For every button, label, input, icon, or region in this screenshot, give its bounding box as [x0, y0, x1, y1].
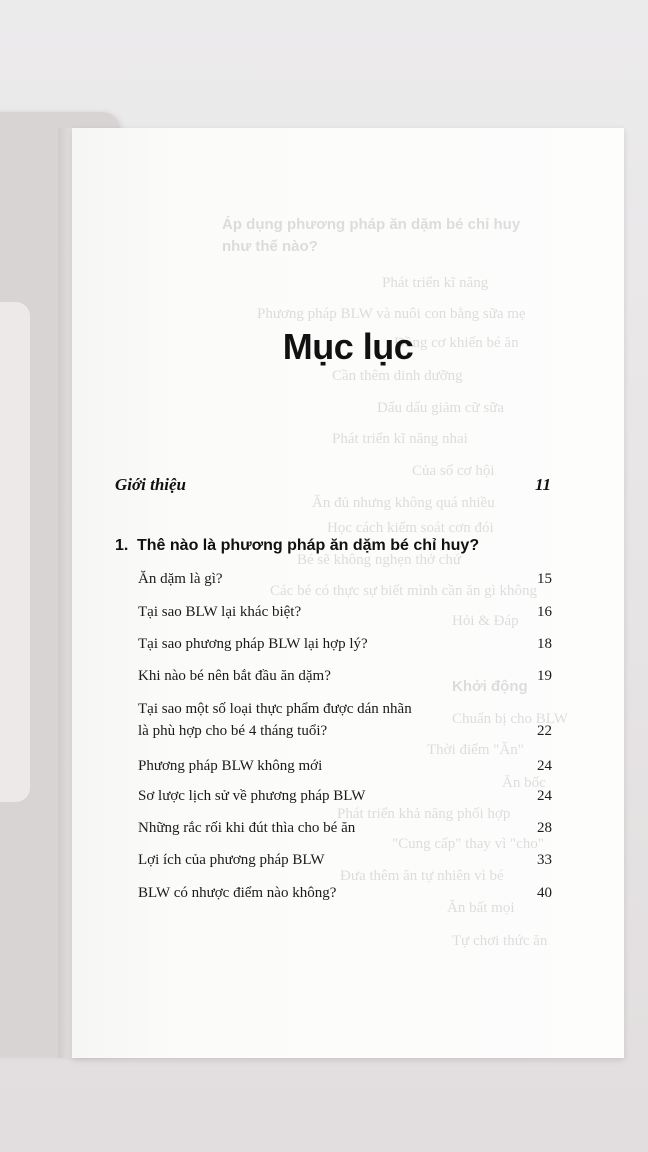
show-through-line: Đưa thêm ăn tự nhiên vì bé — [340, 868, 504, 884]
toc-entry-title: Tại sao BLW lại khác biệt? — [138, 604, 302, 620]
toc-entry-title: Ăn dặm là gì? — [138, 571, 223, 587]
show-through-line: Phát triển khả năng phối hợp — [337, 806, 511, 822]
show-through-line: Học cách kiểm soát cơn đói — [327, 520, 494, 536]
show-through-line: Dấu dấu giảm cữ sữa — [377, 400, 505, 416]
toc-entry-page: 22 — [537, 723, 552, 739]
show-through-line: Phát triển kĩ năng — [382, 275, 489, 291]
toc-intro-title: Giới thiệu — [115, 475, 186, 494]
show-through-line: Tự chơi thức ăn — [452, 933, 548, 949]
toc-entry — [138, 698, 552, 742]
show-through-line: Hỏi & Đáp — [452, 613, 519, 629]
toc-entry-title: Khi nào bé nên bắt đầu ăn dặm? — [138, 668, 331, 684]
toc-entry — [138, 785, 552, 807]
toc-entry-title: Lợi ích của phương pháp BLW — [138, 852, 325, 868]
show-through-line: Chuẩn bị cho BLW — [452, 711, 568, 727]
show-through-line: Bé sẽ không nghẹn thở chứ — [297, 552, 461, 568]
show-through-line: Ăn đủ nhưng không quá nhiều — [312, 495, 495, 511]
show-through-line: Ăn bốc — [502, 775, 546, 791]
toc-entry-page: 24 — [537, 758, 552, 774]
chapter-title: Thê nào là phương pháp ăn dặm bé chỉ huy? — [137, 537, 480, 554]
show-through-line: Đồng cơ khiến bé ăn — [394, 335, 519, 351]
chapter-number: 1. — [115, 537, 129, 554]
toc-entry — [138, 882, 552, 904]
toc-entry — [138, 568, 552, 590]
show-through-line: Khởi động — [452, 678, 528, 695]
toc-entry — [138, 633, 552, 655]
previous-page-margin — [0, 302, 30, 802]
toc-entry — [138, 849, 552, 871]
toc-entry-page: 24 — [537, 788, 552, 804]
show-through-line: Thời điểm "Ăn" — [427, 742, 524, 758]
show-through-line: Các bé có thực sự biết mình cần ăn gì không — [270, 583, 538, 599]
show-through-line: "Cung cấp" thay vì "cho" — [392, 836, 544, 852]
toc-page — [72, 128, 624, 1058]
show-through-line: Phương pháp BLW và nuôi con bằng sữa mẹ — [257, 306, 526, 322]
toc-entry-title-continued: là phù hợp cho bé 4 tháng tuổi? — [138, 723, 328, 739]
toc-entry-page: 16 — [537, 604, 552, 620]
toc-entry-title: Tại sao phương pháp BLW lại hợp lý? — [138, 636, 368, 652]
toc-intro-entry — [115, 475, 551, 495]
toc-intro-page: 11 — [534, 475, 551, 494]
toc-entry — [138, 755, 552, 777]
show-through-line: Phát triển kĩ năng nhai — [332, 431, 468, 447]
toc-entry-title: Sơ lược lịch sử về phương pháp BLW — [138, 788, 366, 804]
toc-entry — [138, 817, 552, 839]
show-through-line: Áp dụng phương pháp ăn dặm bé chỉ huy — [222, 216, 521, 233]
toc-entry — [138, 665, 552, 687]
toc-entry-page: 18 — [537, 636, 552, 652]
toc-entry-page: 33 — [537, 852, 552, 868]
toc-entry-page: 15 — [537, 571, 552, 587]
chapter-heading — [115, 537, 479, 555]
toc-entry-title: BLW có nhược điểm nào không? — [138, 885, 337, 901]
toc-entry-page: 19 — [537, 668, 552, 684]
toc-entry — [138, 601, 552, 623]
show-through-line: Cần thêm dinh dưỡng — [332, 368, 463, 384]
show-through-line: Ăn bất mọi — [447, 900, 515, 916]
toc-entry-title: Phương pháp BLW không mới — [138, 758, 323, 774]
toc-entry-title: Tại sao một số loại thực phẩm được dán nhãn — [138, 701, 412, 717]
page-title: Mục lục — [282, 326, 414, 367]
show-through-line: Của số cơ hội — [412, 463, 495, 479]
show-through-line: như thế nào? — [222, 238, 318, 255]
toc-entry-title: Những rắc rối khi đút thìa cho bé ăn — [138, 820, 356, 836]
toc-entry-page: 40 — [537, 885, 552, 901]
toc-entry-page: 28 — [537, 820, 552, 836]
